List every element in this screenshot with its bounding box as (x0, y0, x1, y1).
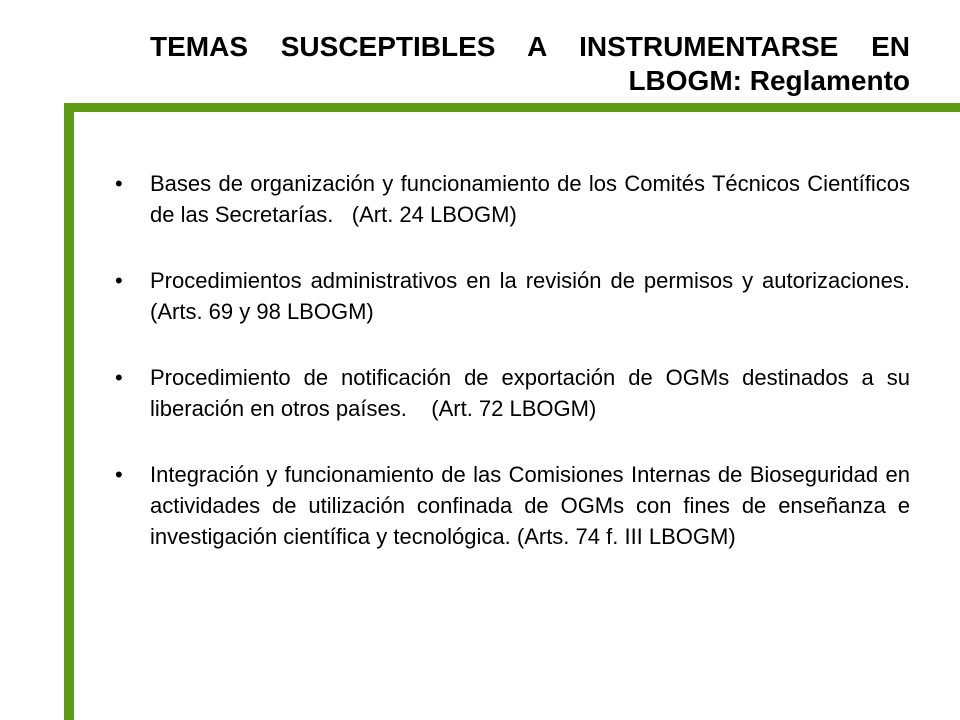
accent-bar-vertical (64, 103, 74, 720)
bullet-item (115, 265, 910, 327)
bullet-icon: • (115, 268, 123, 293)
bullet-text: Procedimiento de notificación de exportación de OGMs destinados a su liberación en otros países. (Art. 72 LBOGM) (150, 365, 910, 421)
bullet-text: Integración y funcionamiento de las Comisiones Internas de Bioseguridad en actividades de utilización confinada de OGMs con fines de enseñanza e investigación científica y tecnológica. (Arts. 74 f. III LBOGM) (150, 462, 910, 549)
bullet-item (115, 459, 910, 552)
bullet-icon: • (115, 365, 123, 390)
bullet-item (115, 362, 910, 424)
slide-title: TEMAS SUSCEPTIBLES A INSTRUMENTARSE EN LBOGM: Reglamento (150, 31, 910, 96)
accent-bar-horizontal (64, 103, 960, 112)
bullet-icon: • (115, 171, 123, 196)
bullet-text: Bases de organización y funcionamiento de los Comités Técnicos Científicos de las Secretarías. (Art. 24 LBOGM) (150, 171, 910, 227)
bullet-text: Procedimientos administrativos en la revisión de permisos y autorizaciones. (Arts. 69 y 98 LBOGM) (150, 268, 910, 324)
bullet-list (115, 168, 910, 587)
bullet-item (115, 168, 910, 230)
bullet-icon: • (115, 462, 123, 487)
